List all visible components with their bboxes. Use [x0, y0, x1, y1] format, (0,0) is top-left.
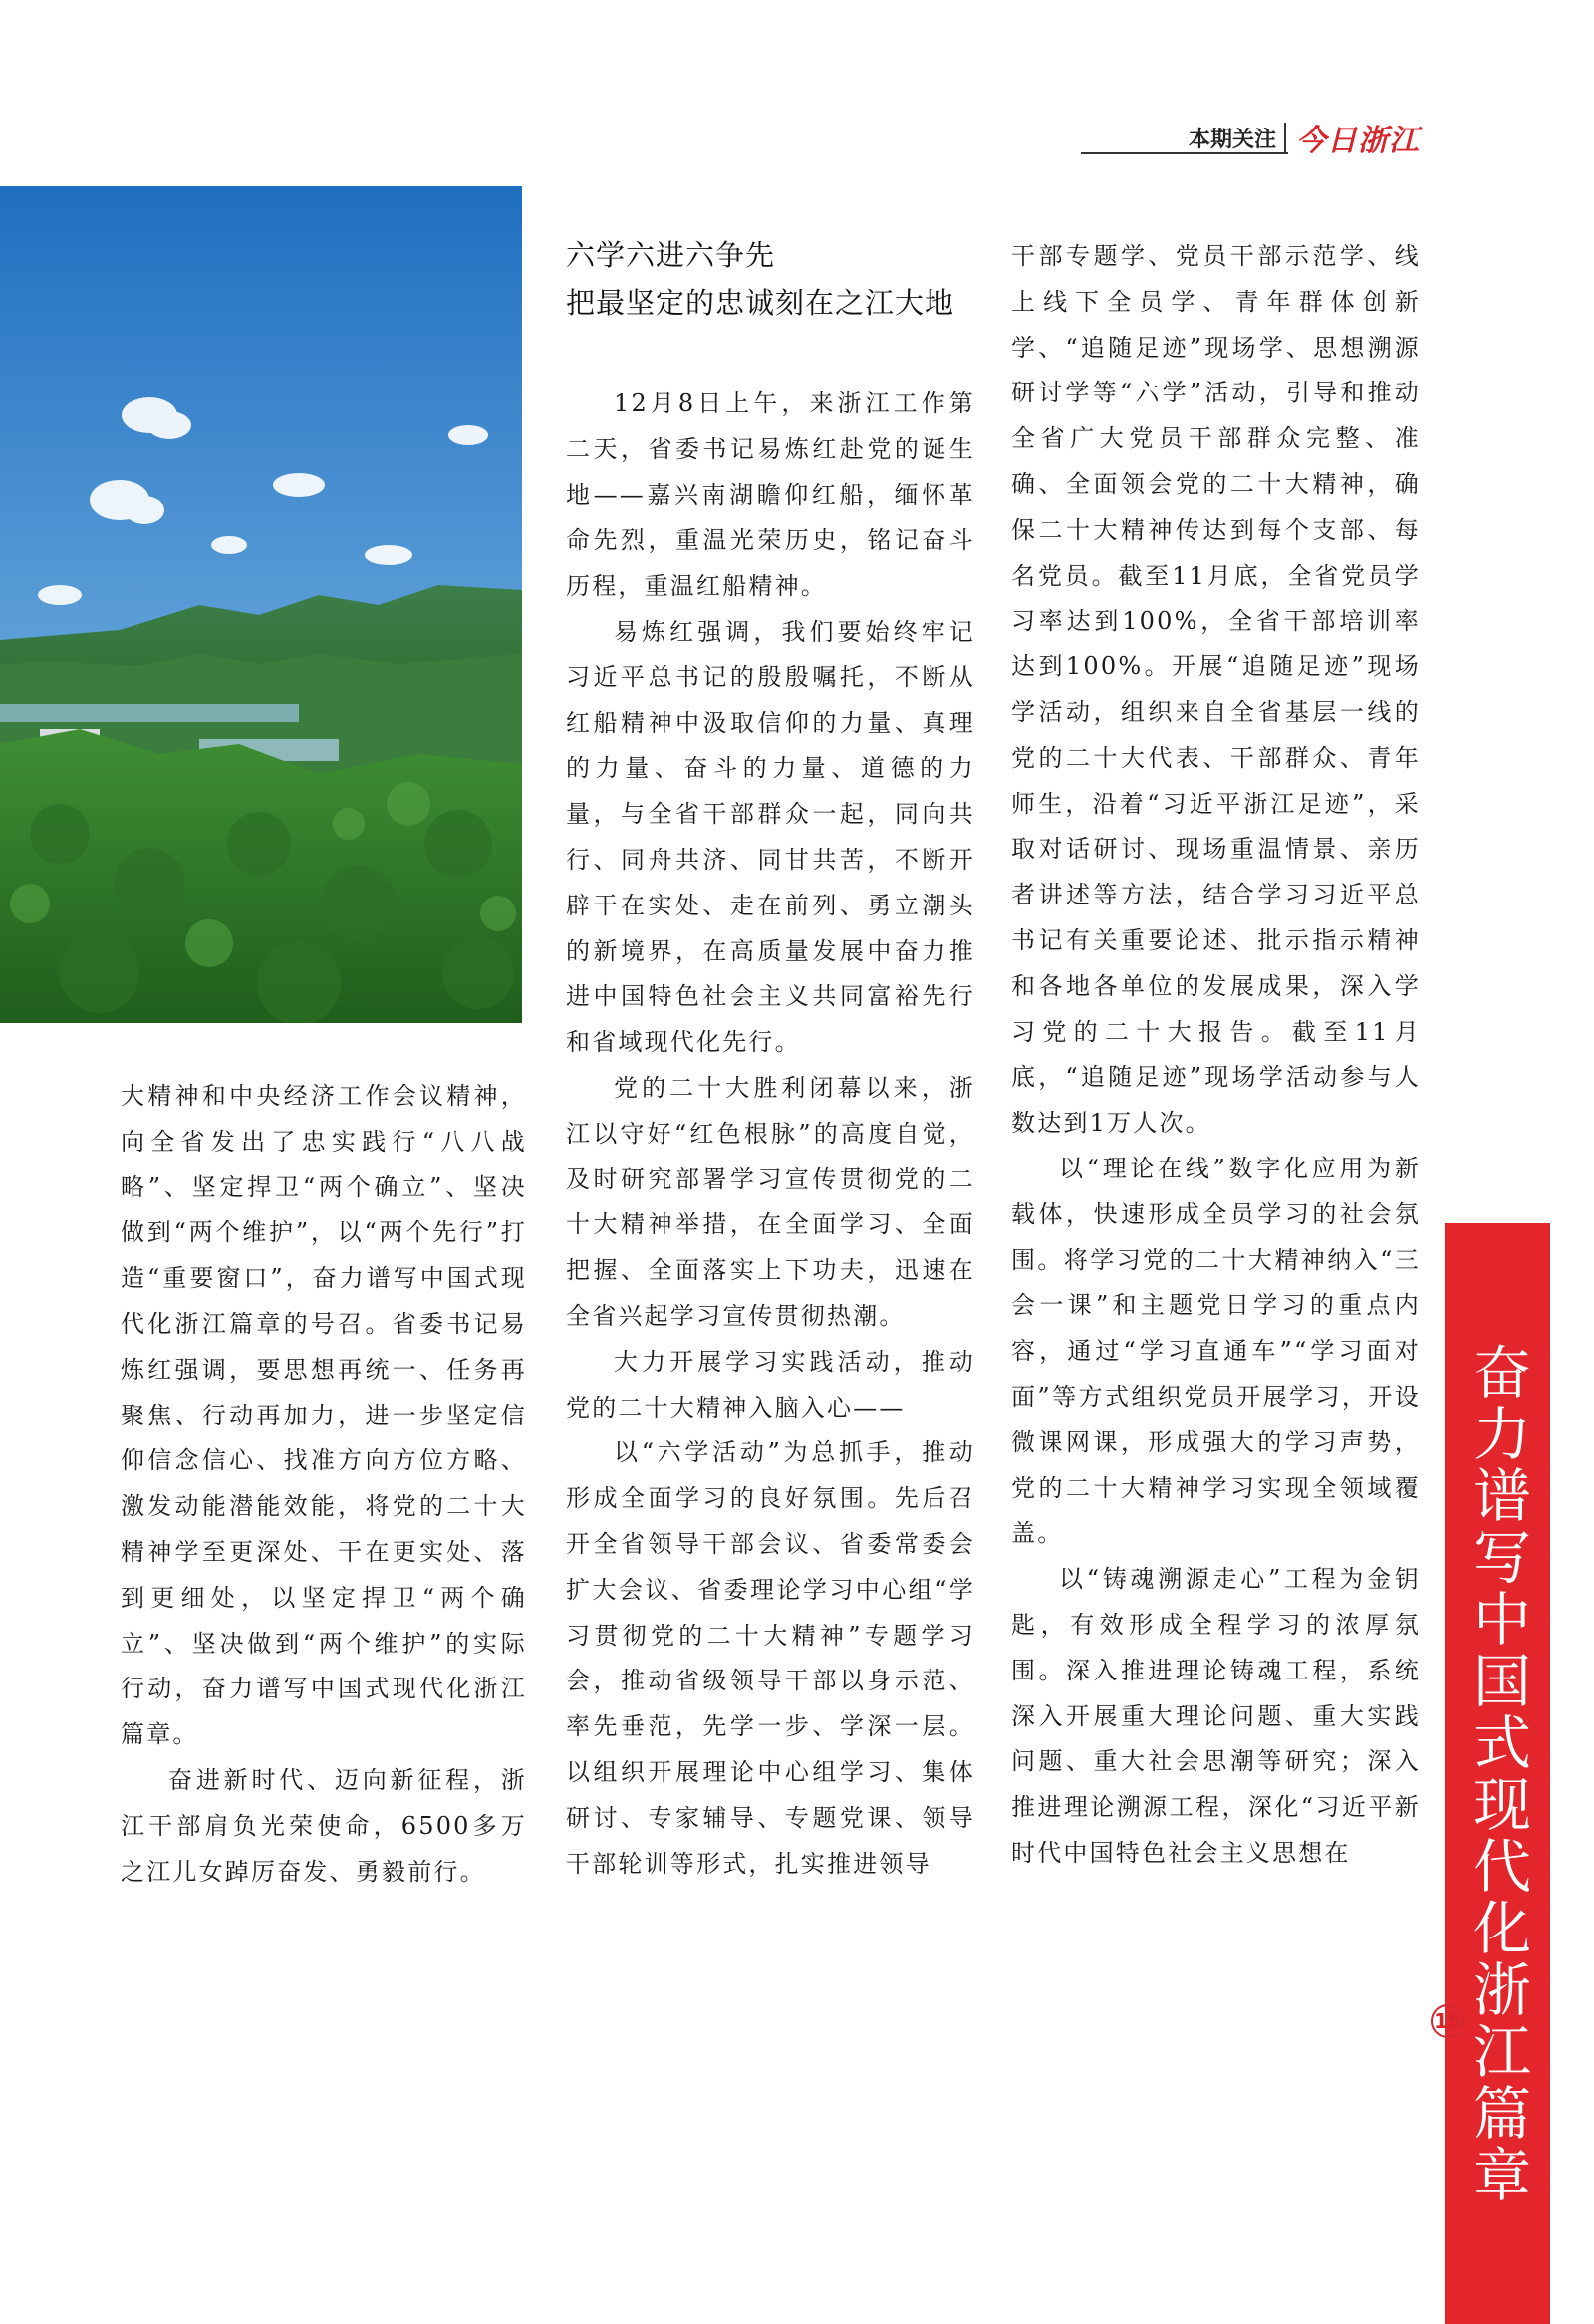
paragraph: 以“铸魂溯源走心”工程为金钥匙，有效形成全程学习的浓厚氛围。深入推进理论铸魂工程，系统深入开展重大理论问题、重大实践问题、重大社会思潮等研究；深入推进理论溯源工程，深化“习近平新时代中国特色社会主义思想在 [1011, 1565, 1421, 1867]
heading-line-1: 六学六进六争先 [566, 238, 776, 272]
paragraph: 易炼红强调，我们要始终牢记习近平总书记的殷殷嘱托，不断从红船精神中汲取信仰的力量、真理的力量、奋斗的力量、道德的力量，与全省干部群众一起，同向共行、同舟共济、同甘共苦，不断开辟干在实处、走在前列、勇立潮头的新境界，在高质量发展中奋力推进中国特色社会主义共同富裕先行和省域现代化先行。 [566, 617, 975, 1057]
section-sidebar [1445, 1223, 1550, 2324]
text-column-1 [121, 1074, 527, 1895]
page-number: 15 [1431, 2004, 1464, 2038]
text-column-3 [1011, 234, 1421, 1877]
paragraph: 大精神和中央经济工作会议精神，向全省发出了忠实践行“八八战略”、坚定捍卫“两个确立”、坚决做到“两个维护”，以“两个先行”打造“重要窗口”，奋力谱写中国式现代化浙江篇章的号召。省委书记易炼红强调，要思想再统一、任务再聚焦、行动再加力，进一步坚定信仰信念信心、找准方向方位方略、激发动能潜能效能，将党的二十大精神学至更深处、干在更实处、落到更细处，以坚定捍卫“两个确立”、坚决做到“两个维护”的实际行动，奋力谱写中国式现代化浙江篇章。 [121, 1082, 527, 1749]
paragraph: 以“六学活动”为总抓手，推动形成全面学习的良好氛围。先后召开全省领导干部会议、省委常委会扩大会议、省委理论学习中心组“学习贯彻党的二十大精神”专题学习会，推动省级领导干部以身示范、率先垂范，先学一步、学深一层。以组织开展理论中心组学习、集体研讨、专家辅导、专题党课、领导干部轮训等形式，扎实推进领导 [566, 1438, 975, 1878]
paragraph: 党的二十大胜利闭幕以来，浙江以守好“红色根脉”的高度自觉，及时研究部署学习宣传贯彻党的二十大精神举措，在全面学习、全面把握、全面落实上下功夫，迅速在全省兴起学习宣传贯彻热潮。 [566, 1073, 975, 1330]
sidebar-title: 奋力谱写中国式现代化浙江篇章 [1463, 1341, 1531, 2206]
paragraph: 以“理论在线”数字化应用为新载体，快速形成全员学习的社会氛围。将学习党的二十大精神纳入“三会一课”和主题党日学习的重点内容，通过“学习直通车”“学习面对面”等方式组织党员开展学习，开设微课网课，形成强大的学习声势，党的二十大精神学习实现全领域覆盖。 [1011, 1154, 1421, 1548]
article-heading [566, 231, 984, 327]
paragraph: 奋进新时代、迈向新征程，浙江干部肩负光荣使命，6500多万之江儿女踔厉奋发、勇毅前行。 [121, 1765, 527, 1886]
header-rule [1081, 152, 1288, 154]
section-label: 本期关注 [1188, 127, 1276, 152]
paragraph: 大力开展学习实践活动，推动党的二十大精神入脑入心—— [566, 1347, 975, 1421]
paragraph: 干部专题学、党员干部示范学、线上线下全员学、青年群体创新学、“追随足迹”现场学、思想溯源研讨学等“六学”活动，引导和推动全省广大党员干部群众完整、准确、全面领会党的二十大精神，确保二十大精神传达到每个支部、每名党员。截至11月底，全省党员学习率达到100%，全省干部培训率达到100%。开展“追随足迹”现场学活动，组织来自全省基层一线的党的二十大代表、干部群众、青年师生，沿着“习近平浙江足迹”，采取对话研讨、现场重温情景、亲历者讲述等方法，结合学习习近平总书记有关重要论述、批示指示精神和各地各单位的发展成果，深入学习党的二十大报告。截至11月底，“追随足迹”现场学活动参与人数达到1万人次。 [1011, 242, 1421, 1138]
header-divider [1284, 123, 1286, 152]
landscape-illustration [0, 186, 522, 1023]
running-header [1081, 118, 1420, 157]
heading-line-2: 把最坚定的忠诚刻在之江大地 [566, 286, 955, 320]
magazine-logo: 今日浙江 [1296, 124, 1420, 158]
landscape-photo [0, 186, 522, 1023]
paragraph: 12月8日上午，来浙江工作第二天，省委书记易炼红赴党的诞生地——嘉兴南湖瞻仰红船，缅怀革命先烈，重温光荣历史，铭记奋斗历程，重温红船精神。 [566, 389, 975, 601]
text-column-2 [566, 382, 975, 1887]
